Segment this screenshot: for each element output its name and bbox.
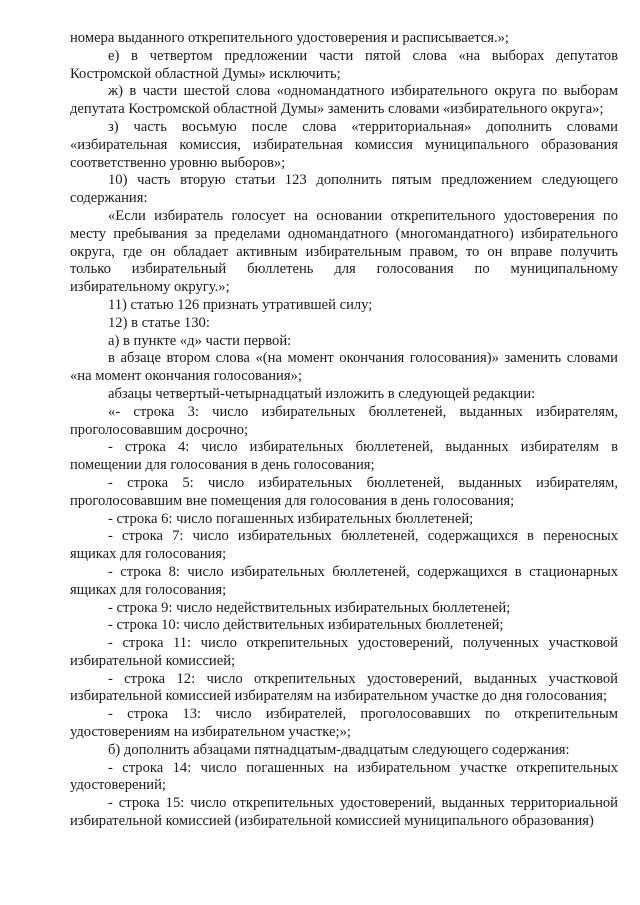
paragraph: - строка 5: число избирательных бюллетеней, выданных избирателям, проголосовавшим вне помещения для голосования в день голосования; xyxy=(70,474,618,509)
paragraph: - строка 13: число избирателей, проголосовавших по открепительным удостоверениям на избирательном участке;»; xyxy=(70,706,618,741)
paragraph: - строка 9: число недействительных избирательных бюллетеней; xyxy=(108,599,511,616)
paragraph: е) в четвертом предложении части пятой слова «на выборах депутатов Костромской областной Думы» исключить; xyxy=(70,47,618,82)
paragraph: - строка 15: число открепительных удостоверений, выданных территориальной избирательной комиссией (избирательной комиссией муниципального образования) xyxy=(70,795,618,830)
paragraph: «Если избиратель голосует на основании открепительного удостоверения по месту пребывания за пределами одномандатного (многомандатного) избирательного округа, где он обладает активным избирательным правом, то он вправе получить только избирательный бюллетень для голосования по муниципальному избирательному округу.»; xyxy=(70,207,618,296)
paragraph: ж) в части шестой слова «одномандатного избирательного округа по выборам депутата Костромской областной Думы» заменить словами «избирательного округа»; xyxy=(70,83,618,118)
paragraph: - строка 12: число открепительных удостоверений, выданных участковой избирательной комиссией избирателям на избирательном участке до дня голосования; xyxy=(70,670,618,705)
paragraph: - строка 8: число избирательных бюллетеней, содержащихся в стационарных ящиках для голосования; xyxy=(70,563,618,598)
paragraph: з) часть восьмую после слова «территориальная» дополнить словами «избирательная комиссия, избирательная комиссия муниципального образования соответственно уровню выборов»; xyxy=(70,118,618,171)
paragraph: в абзаце втором слова «(на момент окончания голосования)» заменить словами «на момент окончания голосования»; xyxy=(70,350,618,385)
paragraph: 11) статью 126 признать утратившей силу; xyxy=(108,296,373,313)
paragraph: - строка 10: число действительных избирательных бюллетеней; xyxy=(108,617,504,634)
paragraph: - строка 14: число погашенных на избирательном участке открепительных удостоверений; xyxy=(70,759,618,794)
paragraph: номера выданного открепительного удостоверения и расписывается.»; xyxy=(70,30,509,46)
paragraph: - строка 4: число избирательных бюллетеней, выданных избирателям в помещении для голосования в день голосования; xyxy=(70,439,618,474)
paragraph: 10) часть вторую статьи 123 дополнить пятым предложением следующего содержания: xyxy=(70,172,618,207)
paragraph: 12) в статье 130: xyxy=(108,314,210,331)
paragraph: - строка 11: число открепительных удостоверений, полученных участковой избирательной комиссией; xyxy=(70,635,618,669)
document-body xyxy=(70,30,618,831)
paragraph: абзацы четвертый-четырнадцатый изложить в следующей редакции: xyxy=(108,385,536,402)
paragraph: «- строка 3: число избирательных бюллетеней, выданных избирателям, проголосовавшим досрочно; xyxy=(70,403,618,438)
paragraph: - строка 7: число избирательных бюллетеней, содержащихся в переносных ящиках для голосования; xyxy=(70,528,618,563)
paragraph: б) дополнить абзацами пятнадцатым-двадцатым следующего содержания: xyxy=(108,741,570,758)
paragraph: - строка 6: число погашенных избирательных бюллетеней; xyxy=(108,510,474,527)
paragraph: а) в пункте «д» части первой: xyxy=(108,332,292,349)
